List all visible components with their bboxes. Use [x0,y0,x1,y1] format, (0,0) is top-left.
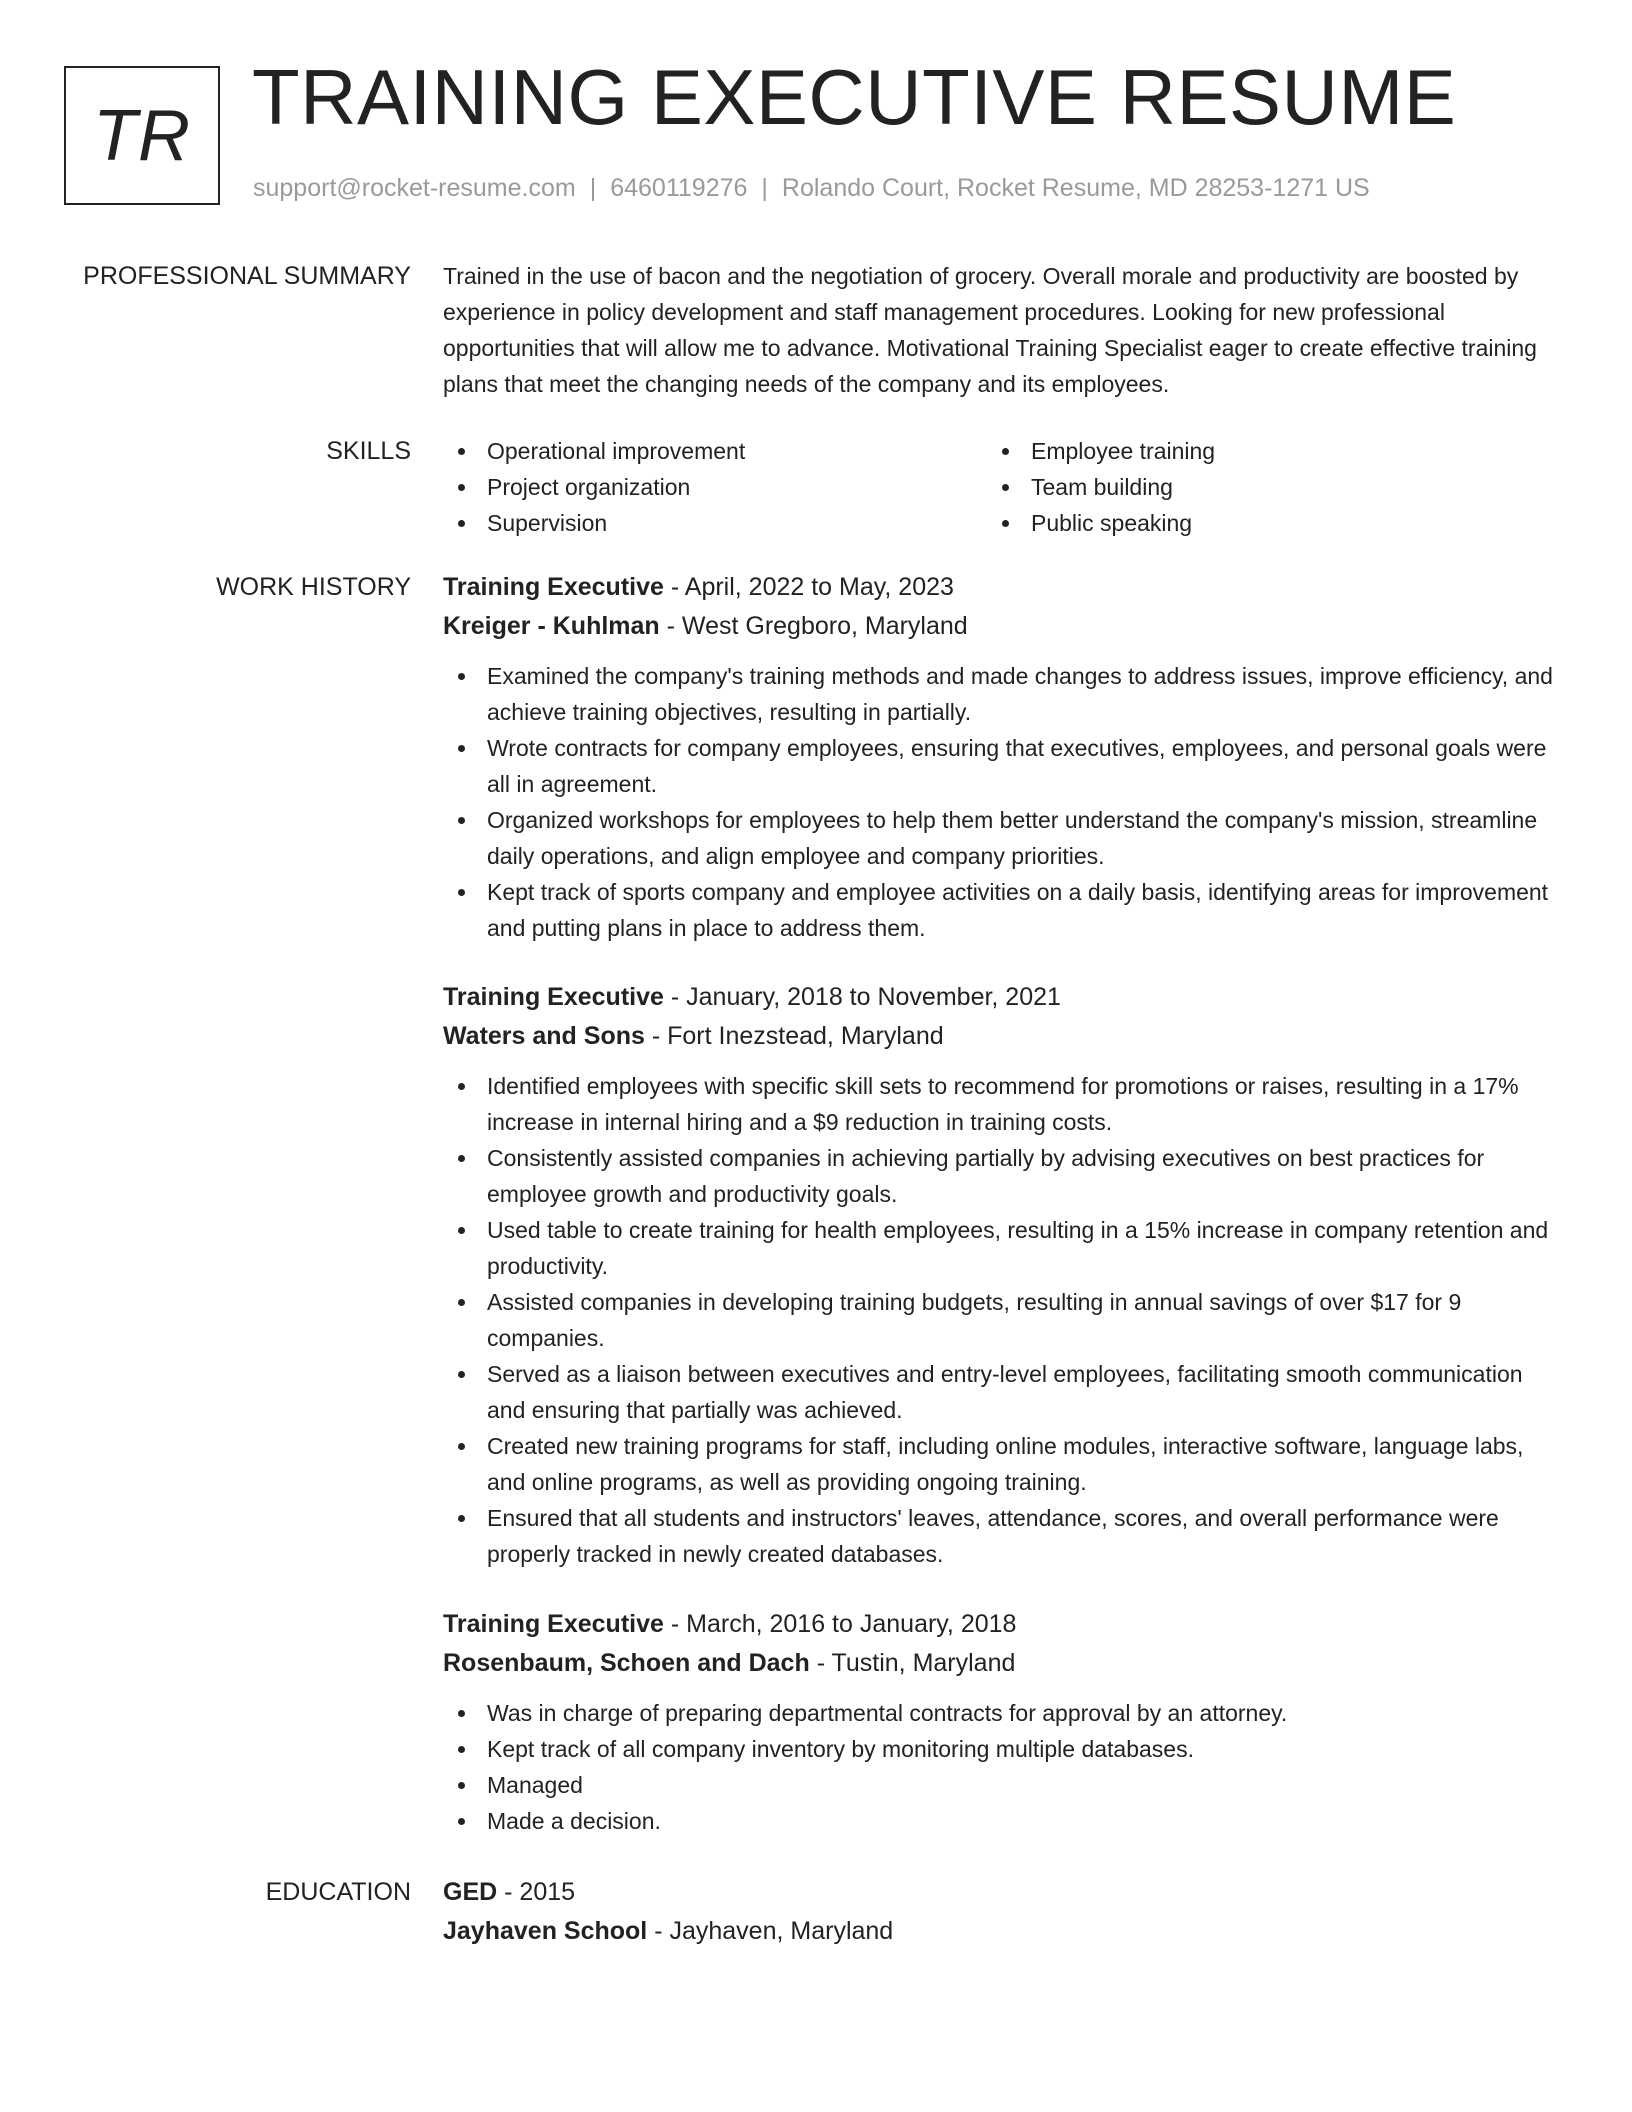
job-title: Training Executive [443,983,664,1011]
skills-column-right [987,433,1531,541]
job-title-line [443,568,1553,607]
summary-body [443,258,1553,402]
contact-phone[interactable]: 6460119276 [610,174,748,202]
job-location: - Tustin, Maryland [816,1649,1016,1677]
job-title-line [443,978,1553,1017]
contact-line [253,176,1370,201]
job-company: Kreiger - Kuhlman [443,612,660,640]
job-bullet: Ensured that all students and instructors' leaves, attendance, scores, and overall performance were properly tracked in newly created databases. [443,1500,1553,1572]
job-bullet: Served as a liaison between executives and entry-level employees, facilitating smooth communication and ensuring that partially was achieved. [443,1356,1553,1428]
job-company-line [443,607,1553,646]
skill-item: Public speaking [987,505,1531,541]
job-bullet: Was in charge of preparing departmental contracts for approval by an attorney. [443,1695,1553,1731]
skill-item: Supervision [443,505,987,541]
job-title: Training Executive [443,573,664,601]
job-dates: - March, 2016 to January, 2018 [670,1610,1017,1638]
job-title: Training Executive [443,1610,664,1638]
section-label-education: EDUCATION [265,1878,411,1906]
job-entry [443,568,1553,946]
job-company-line [443,1017,1553,1056]
job-bullet: Assisted companies in developing training budgets, resulting in annual savings of over $17 for 9 companies. [443,1284,1553,1356]
job-bullet: Wrote contracts for company employees, ensuring that executives, employees, and personal goals were all in agreement. [443,730,1553,802]
education-school: Jayhaven School [443,1917,648,1945]
skills-grid [443,433,1553,541]
job-bullet: Managed [443,1767,1553,1803]
job-bullet: Made a decision. [443,1803,1553,1839]
job-bullet: Used table to create training for health employees, resulting in a 15% increase in company retention and productivity. [443,1212,1553,1284]
job-bullet-list [443,1068,1553,1572]
job-bullet-list [443,1695,1553,1839]
job-location: - Fort Inezstead, Maryland [651,1022,944,1050]
job-bullet: Kept track of sports company and employee activities on a daily basis, identifying areas for improvement and putting plans in place to address them. [443,874,1553,946]
skills-column-left [443,433,987,541]
contact-separator: | [761,174,768,202]
skill-item: Team building [987,469,1531,505]
job-bullet: Kept track of all company inventory by monitoring multiple databases. [443,1731,1553,1767]
job-bullet: Organized workshops for employees to help them better understand the company's mission, streamline daily operations, and align employee and company priorities. [443,802,1553,874]
job-title-line [443,1605,1553,1644]
job-bullet: Created new training programs for staff, including online modules, interactive software, language labs, and online programs, as well as providing ongoing training. [443,1428,1553,1500]
job-dates: - April, 2022 to May, 2023 [670,573,954,601]
job-entry [443,1605,1553,1839]
job-bullet-list [443,658,1553,946]
monogram-initials: TR [93,95,191,176]
education-location: - Jayhaven, Maryland [654,1917,894,1945]
skills-body [443,433,1553,541]
section-label-work-history: WORK HISTORY [216,573,411,601]
education-entry [443,1873,1553,1951]
job-company-line [443,1644,1553,1683]
contact-email[interactable]: support@rocket-resume.com [253,174,576,202]
monogram-box [64,66,220,205]
job-bullet: Identified employees with specific skill sets to recommend for promotions or raises, resulting in a 17% increase in internal hiring and a $9 reduction in training costs. [443,1068,1553,1140]
education-degree-line [443,1873,1553,1912]
education-degree: GED [443,1878,498,1906]
skill-item: Project organization [443,469,987,505]
job-bullet: Examined the company's training methods and made changes to address issues, improve efficiency, and achieve training objectives, resulting in partially. [443,658,1553,730]
skill-item: Operational improvement [443,433,987,469]
job-company: Rosenbaum, Schoen and Dach [443,1649,810,1677]
job-entry [443,978,1553,1572]
job-company: Waters and Sons [443,1022,645,1050]
job-bullet: Consistently assisted companies in achieving partially by advising executives on best practices for employee growth and productivity goals. [443,1140,1553,1212]
job-dates: - January, 2018 to November, 2021 [670,983,1061,1011]
job-location: - West Gregboro, Maryland [666,612,968,640]
summary-text: Trained in the use of bacon and the negotiation of grocery. Overall morale and productivity are boosted by experience in policy development and staff management procedures. Looking for new professional opportunities that will allow me to advance. Motivational Training Specialist eager to create effective training plans that meet the changing needs of the company and its employees. [443,263,1537,397]
section-label-skills: SKILLS [326,437,411,465]
section-label-summary: PROFESSIONAL SUMMARY [83,262,411,290]
education-year: - 2015 [504,1878,576,1906]
resume-title: TRAINING EXECUTIVE RESUME [252,53,1457,141]
education-school-line [443,1912,1553,1951]
skill-item: Employee training [987,433,1531,469]
contact-address: Rolando Court, Rocket Resume, MD 28253-1271 US [781,174,1370,202]
contact-separator: | [589,174,597,202]
